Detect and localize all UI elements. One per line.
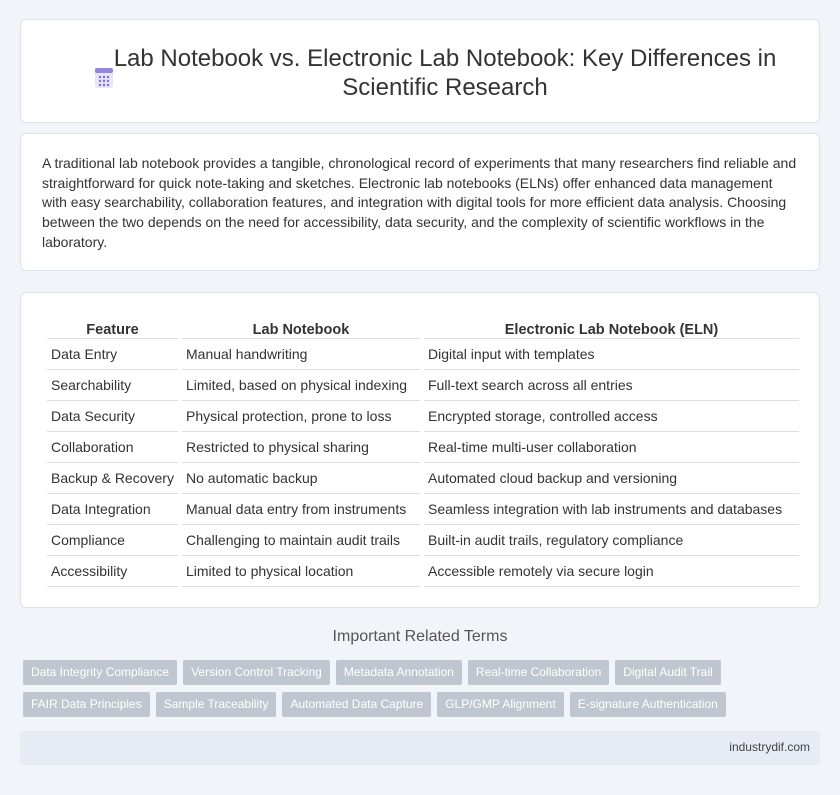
table-row [47,370,799,401]
table-row [47,401,799,432]
feature-cell: Compliance [47,525,178,556]
tag-real-time-collaboration[interactable]: Real-time Collaboration [468,660,609,685]
table-row [47,432,799,463]
header-feature: Feature [47,315,178,339]
lab-notebook-cell: Challenging to maintain audit trails [182,525,420,556]
tag-e-signature-authentication[interactable]: E-signature Authentication [570,692,726,717]
feature-cell: Data Security [47,401,178,432]
lab-notebook-cell: Restricted to physical sharing [182,432,420,463]
lab-notebook-cell: No automatic backup [182,463,420,494]
lab-notebook-cell: Limited to physical location [182,556,420,587]
lab-notebook-cell: Physical protection, prone to loss [182,401,420,432]
intro-card [20,133,820,271]
feature-cell: Data Integration [47,494,178,525]
table-row [47,339,799,370]
eln-cell: Full-text search across all entries [424,370,799,401]
lab-notebook-cell: Manual data entry from instruments [182,494,420,525]
eln-cell: Encrypted storage, controlled access [424,401,799,432]
feature-cell: Backup & Recovery [47,463,178,494]
eln-cell: Real-time multi-user collaboration [424,432,799,463]
table-row [47,525,799,556]
title-card [20,19,820,123]
tag-metadata-annotation[interactable]: Metadata Annotation [336,660,462,685]
tag-fair-data-principles[interactable]: FAIR Data Principles [23,692,150,717]
feature-cell: Searchability [47,370,178,401]
tag-version-control-tracking[interactable]: Version Control Tracking [183,660,330,685]
related-terms-heading: Important Related Terms [332,628,508,645]
table-row [47,494,799,525]
eln-cell: Automated cloud backup and versioning [424,463,799,494]
lab-notebook-cell: Manual handwriting [182,339,420,370]
tag-row-2 [23,692,823,717]
comparison-table [43,315,803,587]
eln-cell: Seamless integration with lab instruments and databases [424,494,799,525]
lab-notebook-cell: Limited, based on physical indexing [182,370,420,401]
related-terms-tags [23,660,823,724]
tag-row-1 [23,660,823,685]
feature-cell: Data Entry [47,339,178,370]
page-title: Lab Notebook vs. Electronic Lab Notebook: Key Differences in Scientific Research [113,45,777,101]
tag-sample-traceability[interactable]: Sample Traceability [156,692,277,717]
header-lab-notebook: Lab Notebook [182,315,420,339]
feature-cell: Collaboration [47,432,178,463]
tag-data-integrity-compliance[interactable]: Data Integrity Compliance [23,660,177,685]
eln-cell: Built-in audit trails, regulatory compliance [424,525,799,556]
table-row [47,556,799,587]
tag-digital-audit-trail[interactable]: Digital Audit Trail [615,660,720,685]
intro-paragraph: A traditional lab notebook provides a tangible, chronological record of experiments that many researchers find reliable and straightforward for quick note-taking and sketches. Electronic lab notebooks (ELNs) offer enhanced data management with easy searchability, collaboration features, and integration with digital tools for more efficient data analysis. Choosing between the two depends on the need for accessibility, data security, and the complexity of scientific workflows in the laboratory. [42,155,797,250]
tag-glp-gmp-alignment[interactable]: GLP/GMP Alignment [437,692,564,717]
footer-site-link[interactable]: industrydif.com [729,740,810,754]
tag-automated-data-capture[interactable]: Automated Data Capture [282,692,431,717]
table-row [47,463,799,494]
comparison-card [20,292,820,608]
header-eln: Electronic Lab Notebook (ELN) [424,315,799,339]
eln-cell: Accessible remotely via secure login [424,556,799,587]
footer [20,731,820,765]
eln-cell: Digital input with templates [424,339,799,370]
table-header-row [47,315,799,339]
feature-cell: Accessibility [47,556,178,587]
